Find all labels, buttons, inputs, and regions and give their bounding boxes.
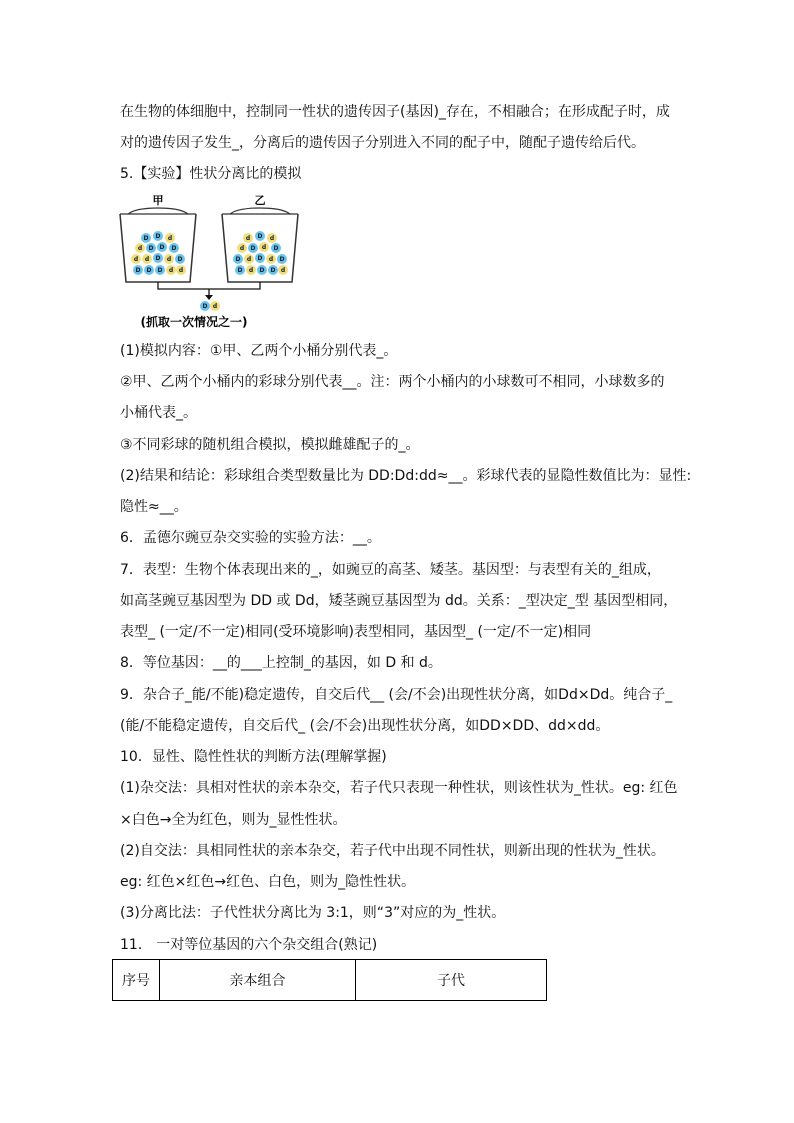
- text-line-14: 8．等位基因：__的___上控制_的基因，如 D 和 d。: [120, 655, 442, 671]
- svg-text:D: D: [235, 256, 241, 263]
- svg-text:D: D: [257, 233, 263, 240]
- text-line-6: 小桶代表_。: [120, 405, 197, 421]
- svg-text:D: D: [177, 256, 183, 263]
- text-line-2: 对的遗传因子发生_，分离后的遗传因子分别进入不同的配子中，随配子遗传给后代。: [120, 135, 645, 151]
- svg-text:D: D: [270, 267, 276, 274]
- svg-text:D: D: [257, 255, 263, 262]
- text-line-12: 如高茎豌豆基因型为 DD 或 Dd，矮茎豌豆基因型为 dd。关系：_型决定_型 基因型相同，: [120, 593, 678, 609]
- text-line-13: 表型_ (一定/不一定)相同(受环境影响)表型相同，基因型_ (一定/不一定)相同: [120, 624, 592, 640]
- svg-text:D: D: [146, 267, 152, 274]
- svg-text:d: d: [167, 235, 173, 242]
- bucket-left-label: 甲: [152, 194, 164, 207]
- table-header-offspring: 子代: [356, 960, 547, 1001]
- table-header-index: 序号: [113, 960, 160, 1001]
- svg-text:d: d: [239, 245, 245, 252]
- svg-text:D: D: [171, 245, 177, 252]
- svg-text:D: D: [159, 244, 165, 251]
- text-line-22: (3)分离比法：子代性状分离比为 3:1，则“3”对应的为_性状。: [120, 905, 506, 921]
- text-line-11: 7．表型：生物个体表现出来的_，如豌豆的高茎、矮茎。基因型：与表型有关的_组成，: [120, 562, 661, 578]
- figure-caption: (抓取一次情况之一): [140, 315, 248, 329]
- svg-text:d: d: [133, 256, 139, 263]
- bucket-experiment-figure: [118, 192, 318, 332]
- text-line-9: 隐性≈__。: [120, 499, 188, 515]
- bucket-right-label: 乙: [254, 194, 266, 207]
- svg-text:D: D: [155, 233, 161, 240]
- table-header-row: [113, 960, 547, 1001]
- svg-text:d: d: [248, 267, 254, 274]
- svg-text:D: D: [155, 255, 161, 262]
- svg-text:D: D: [143, 235, 149, 242]
- section-heading-5: 5.【实验】性状分离比的模拟: [120, 166, 302, 182]
- svg-text:d: d: [261, 244, 267, 251]
- text-line-8: (2)结果和结论：彩球组合类型数量比为 DD:Dd:dd≈__。彩球代表的显隐性数值比为：显性:: [120, 468, 692, 484]
- text-line-16: (能/不能稳定遗传，自交后代_ (会/不会)出现性状分离，如DD×DD、dd×dd。: [120, 718, 610, 734]
- svg-text:D: D: [250, 245, 256, 252]
- result-ball-d: d: [212, 303, 218, 310]
- svg-text:d: d: [178, 267, 184, 274]
- svg-text:D: D: [135, 267, 141, 274]
- text-line-17: 10．显性、隐性性状的判断方法(理解掌握): [120, 749, 387, 765]
- table-header-parents: 亲本组合: [160, 960, 356, 1001]
- cross-combination-table: [112, 959, 547, 1001]
- svg-text:D: D: [273, 245, 279, 252]
- svg-text:d: d: [166, 256, 172, 263]
- svg-text:D: D: [157, 267, 163, 274]
- text-line-23: 11． 一对等位基因的六个杂交组合(熟记): [120, 937, 378, 953]
- svg-text:d: d: [245, 235, 251, 242]
- text-line-7: ③不同彩球的随机组合模拟，模拟雌雄配子的_。: [120, 437, 420, 453]
- svg-text:D: D: [148, 245, 154, 252]
- text-line-21: eg: 红色×红色→红色、白色，则为_隐性性状。: [120, 874, 416, 890]
- text-line-4: (1)模拟内容：①甲、乙两个小桶分别代表_。: [120, 343, 398, 359]
- svg-text:D: D: [279, 256, 285, 263]
- text-line-15: 9．杂合子_能/不能)稳定遗传，自交后代__ (会/不会)出现性状分离，如Dd×Dd。纯合子_: [120, 687, 673, 703]
- text-line-20: (2)自交法：具相同性状的亲本杂交，若子代中出现不同性状，则新出现的性状为_性状。: [120, 843, 665, 859]
- text-line-18: (1)杂交法：具相对性状的亲本杂交，若子代只表现一种性状，则该性状为_性状。eg: 红色: [120, 780, 678, 796]
- svg-text:D: D: [237, 267, 243, 274]
- text-line-5: ②甲、乙两个小桶内的彩球分别代表__。注：两个小桶内的小球数可不相同，小球数多的: [120, 374, 665, 390]
- text-line-19: ×白色→全为红色，则为_显性性状。: [120, 812, 347, 828]
- svg-text:d: d: [137, 245, 143, 252]
- svg-text:d: d: [280, 267, 286, 274]
- result-ball-D: D: [202, 303, 208, 310]
- text-line-10: 6．孟德尔豌豆杂交实验的实验方法：__。: [120, 530, 381, 546]
- text-line-1: 在生物的体细胞中，控制同一性状的遗传因子(基因)_存在，不相融合；在形成配子时，成: [120, 104, 670, 120]
- svg-text:d: d: [168, 267, 174, 274]
- svg-text:d: d: [269, 235, 275, 242]
- svg-text:D: D: [259, 267, 265, 274]
- svg-text:d: d: [268, 256, 274, 263]
- svg-text:d: d: [246, 256, 252, 263]
- svg-text:d: d: [144, 256, 150, 263]
